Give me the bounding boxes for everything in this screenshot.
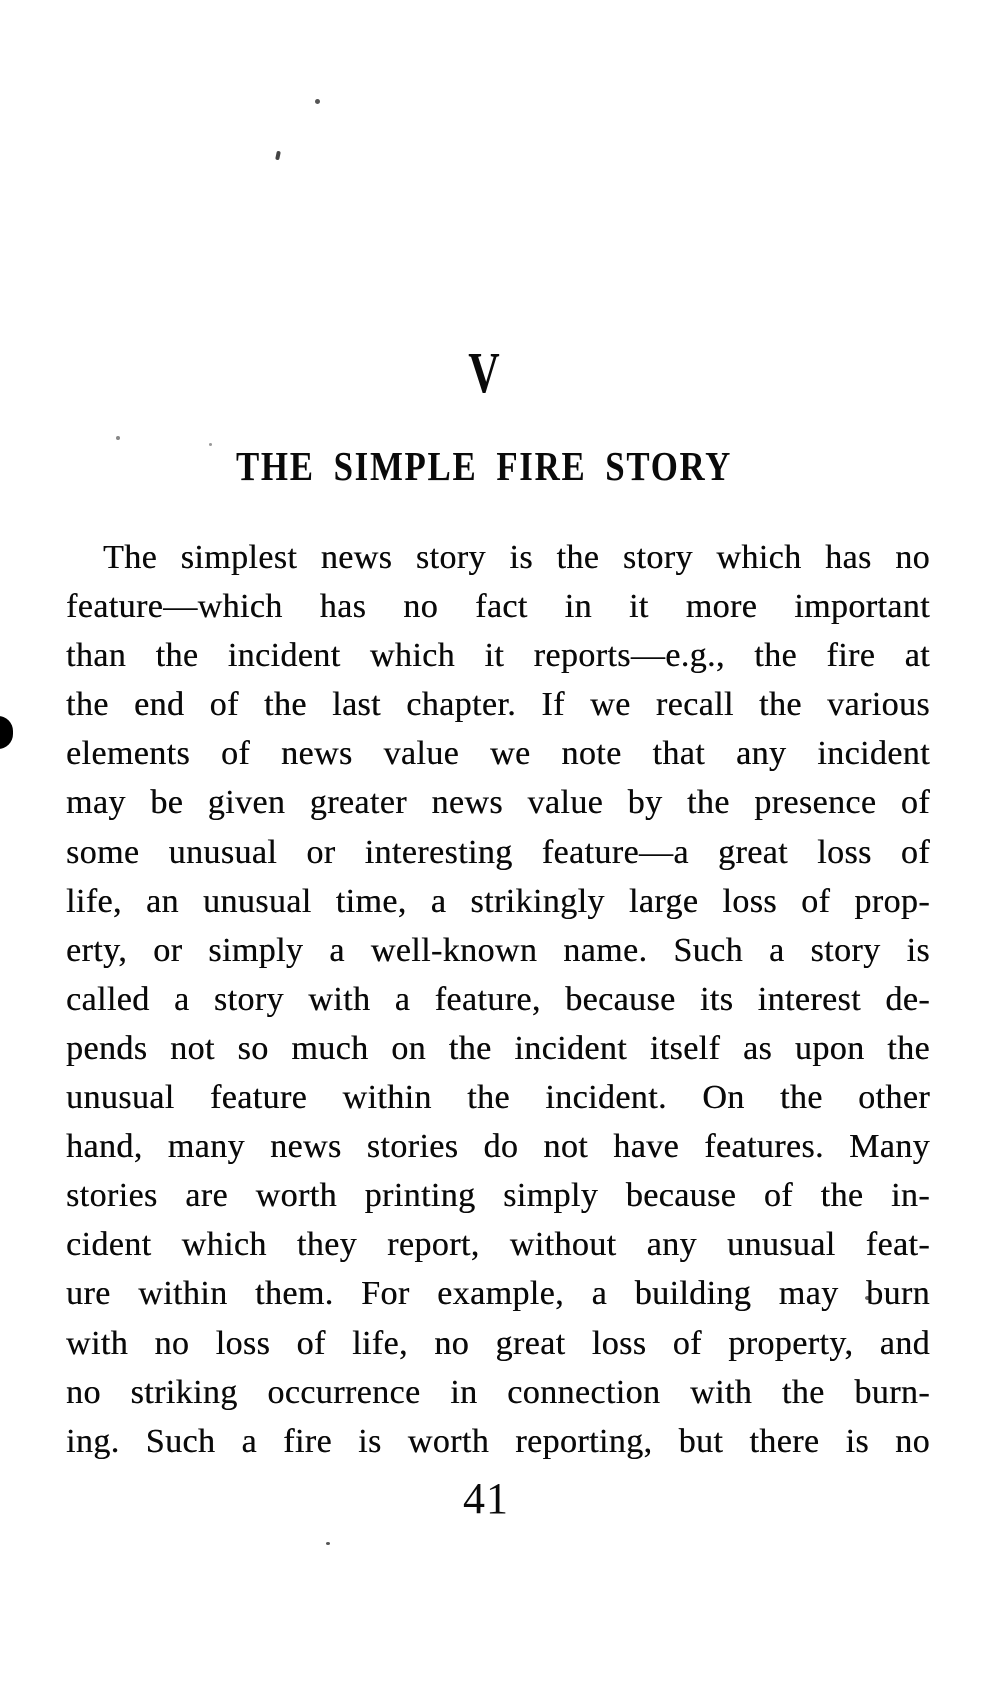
ink-speck <box>326 1542 330 1545</box>
chapter-numeral: V <box>468 340 500 405</box>
ink-blob <box>0 716 13 749</box>
text-line: unusual feature within the incident. On the other <box>66 1079 930 1117</box>
text-line: may be given greater news value by the presence of <box>66 784 930 822</box>
text-line: the end of the last chapter. If we recall the various <box>66 686 930 724</box>
text-line: stories are worth printing simply because of the in- <box>66 1177 930 1215</box>
text-line: some unusual or interesting feature—a great loss of <box>66 833 930 871</box>
ink-speck <box>275 151 281 161</box>
text-line: called a story with a feature, because its interest de- <box>66 980 930 1018</box>
text-line: ure within them. For example, a building may burn <box>66 1275 930 1313</box>
text-line: no striking occurrence in connection with the burn- <box>66 1373 930 1411</box>
page-number: 41 <box>463 1474 509 1523</box>
ink-speck <box>315 99 320 104</box>
paragraph <box>66 533 930 1466</box>
text-line: cident which they report, without any unusual feat- <box>66 1226 930 1264</box>
chapter-title: THE SIMPLE FIRE STORY <box>235 443 733 489</box>
text-line: than the incident which it reports—e.g., the fire at <box>66 637 930 675</box>
text-line: erty, or simply a well-known name. Such a story is <box>66 931 930 969</box>
text-line: The simplest news story is the story which has no <box>103 539 930 576</box>
text-line: feature—which has no fact in it more important <box>66 588 930 626</box>
text-line: life, an unusual time, a strikingly large loss of prop- <box>66 882 930 920</box>
text-line: with no loss of life, no great loss of property, and <box>66 1324 930 1362</box>
text-line: elements of news value we note that any incident <box>66 735 930 773</box>
text-line: ing. Such a fire is worth reporting, but there is no <box>66 1422 930 1460</box>
text-line: hand, many news stories do not have features. Many <box>66 1128 930 1166</box>
text-line: pends not so much on the incident itself as upon the <box>66 1029 930 1067</box>
ink-speck <box>116 436 120 440</box>
